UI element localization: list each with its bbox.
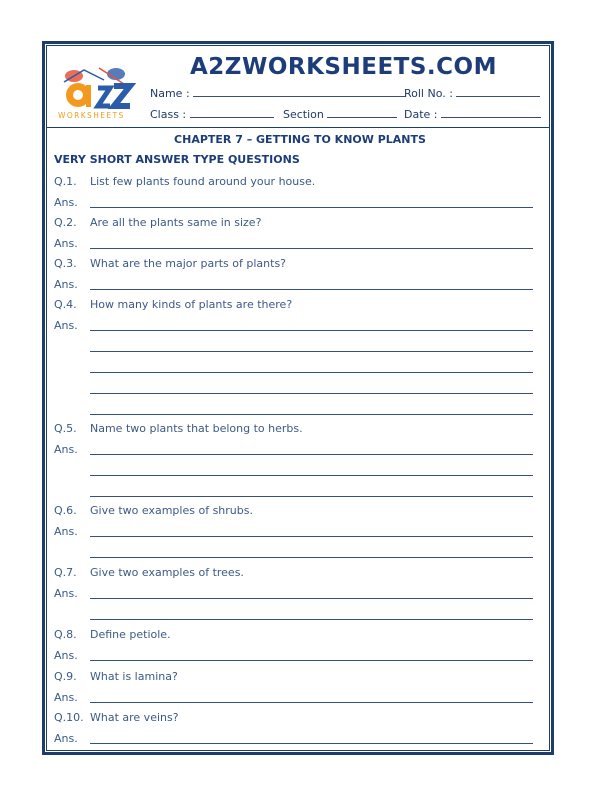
- question-text: Define petiole.: [90, 628, 171, 641]
- answer-line[interactable]: [90, 475, 533, 476]
- answer-label: Ans.: [54, 237, 78, 250]
- question-number: Q.3.: [54, 257, 77, 270]
- answer-label: Ans.: [54, 732, 78, 745]
- question-number: Q.2.: [54, 216, 77, 229]
- question-text: Give two examples of trees.: [90, 566, 244, 579]
- a2z-logo: [54, 62, 140, 122]
- answer-line[interactable]: [90, 598, 533, 599]
- answer-line[interactable]: [90, 454, 533, 455]
- answer-line[interactable]: [90, 351, 533, 352]
- answer-label: Ans.: [54, 196, 78, 209]
- header-separator: [46, 127, 550, 128]
- answer-line[interactable]: [90, 557, 533, 558]
- question-number: Q.1.: [54, 175, 77, 188]
- section-field[interactable]: [283, 107, 397, 121]
- site-title: A2ZWORKSHEETS.COM: [190, 54, 497, 80]
- answer-label: Ans.: [54, 319, 78, 332]
- answer-line[interactable]: [90, 414, 533, 415]
- date-label: Date :: [404, 108, 438, 121]
- roll-label: Roll No. :: [404, 87, 453, 100]
- question-number: Q.6.: [54, 504, 77, 517]
- class-line[interactable]: [190, 107, 274, 118]
- answer-label: Ans.: [54, 649, 78, 662]
- answer-line[interactable]: [90, 536, 533, 537]
- question-text: Give two examples of shrubs.: [90, 504, 253, 517]
- name-line[interactable]: [193, 86, 405, 97]
- logo-text: WORKSHEETS: [58, 111, 125, 120]
- question-number: Q.7.: [54, 566, 77, 579]
- question-number: Q.5.: [54, 422, 77, 435]
- answer-label: Ans.: [54, 278, 78, 291]
- question-text: How many kinds of plants are there?: [90, 298, 293, 311]
- question-text: Name two plants that belong to herbs.: [90, 422, 303, 435]
- name-field[interactable]: [150, 86, 405, 100]
- section-label: Section: [283, 108, 324, 121]
- section-line[interactable]: [327, 107, 397, 118]
- answer-line[interactable]: [90, 289, 533, 290]
- answer-line[interactable]: [90, 393, 533, 394]
- question-text: Are all the plants same in size?: [90, 216, 262, 229]
- question-text: What is lamina?: [90, 670, 178, 683]
- question-number: Q.8.: [54, 628, 77, 641]
- answer-line[interactable]: [90, 660, 533, 661]
- answer-line[interactable]: [90, 207, 533, 208]
- question-text: What are the major parts of plants?: [90, 257, 287, 270]
- class-label: Class :: [150, 108, 187, 121]
- class-field[interactable]: [150, 107, 274, 121]
- answer-label: Ans.: [54, 525, 78, 538]
- answer-label: Ans.: [54, 443, 78, 456]
- roll-field[interactable]: [404, 86, 540, 100]
- date-field[interactable]: [404, 107, 541, 121]
- answer-line[interactable]: [90, 619, 533, 620]
- chapter-title: CHAPTER 7 – GETTING TO KNOW PLANTS: [174, 133, 426, 146]
- page-border-inner: [46, 45, 550, 751]
- name-label: Name :: [150, 87, 190, 100]
- date-line[interactable]: [441, 107, 541, 118]
- question-number: Q.10.: [54, 711, 84, 724]
- question-number: Q.9.: [54, 670, 77, 683]
- answer-label: Ans.: [54, 691, 78, 704]
- answer-line[interactable]: [90, 372, 533, 373]
- answer-line[interactable]: [90, 330, 533, 331]
- roll-line[interactable]: [456, 86, 540, 97]
- answer-line[interactable]: [90, 702, 533, 703]
- answer-line[interactable]: [90, 496, 533, 497]
- question-number: Q.4.: [54, 298, 77, 311]
- section-title: VERY SHORT ANSWER TYPE QUESTIONS: [54, 153, 300, 166]
- answer-line[interactable]: [90, 743, 533, 744]
- question-text: What are veins?: [90, 711, 179, 724]
- question-text: List few plants found around your house.: [90, 175, 316, 188]
- answer-label: Ans.: [54, 587, 78, 600]
- answer-line[interactable]: [90, 248, 533, 249]
